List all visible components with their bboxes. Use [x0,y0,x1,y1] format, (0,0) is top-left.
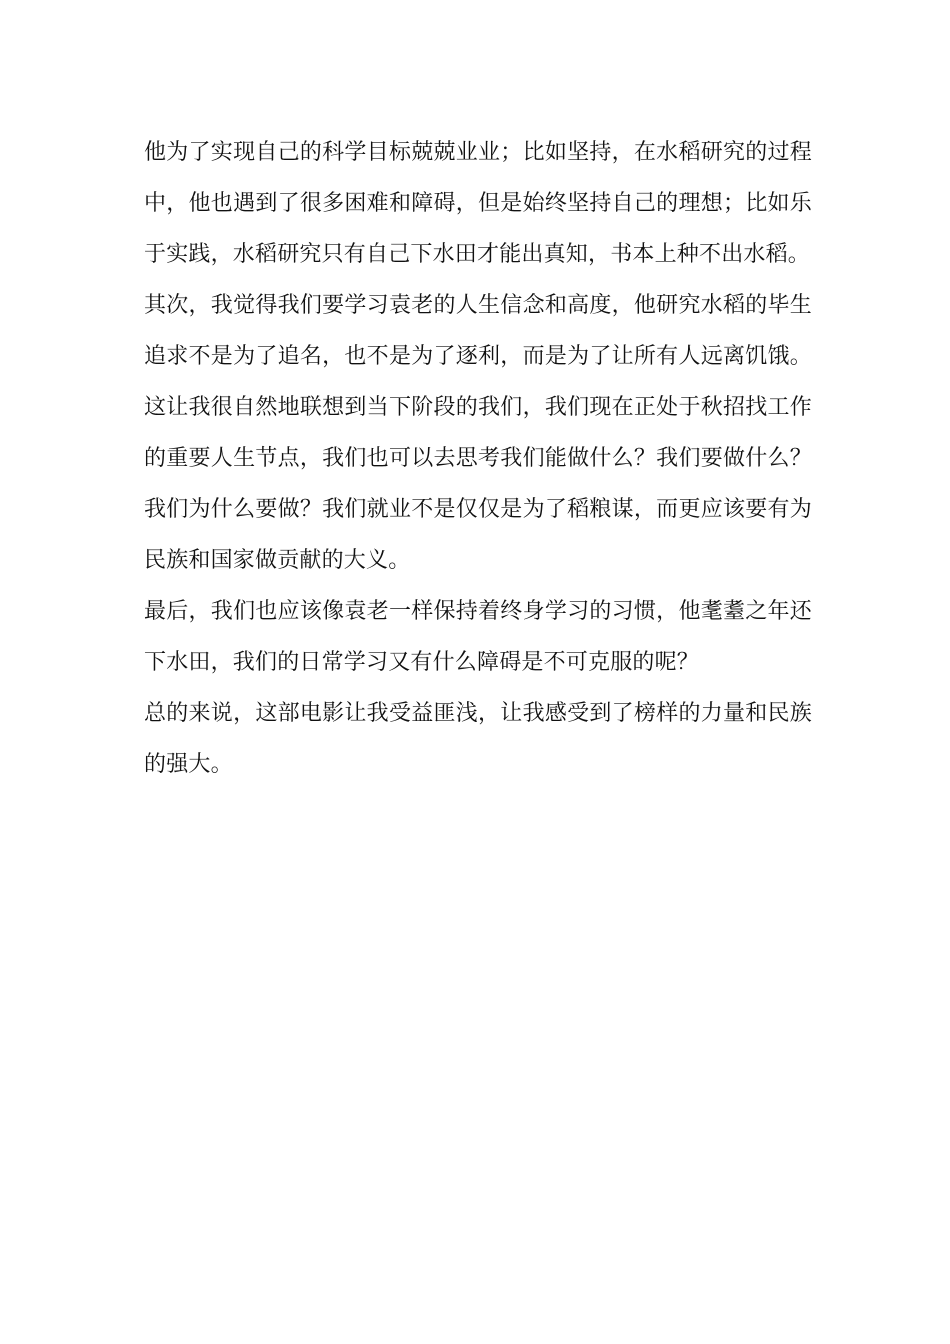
paragraph-3: 最后，我们也应该像袁老一样保持着终身学习的习惯，他耄耋之年还下水田，我们的日常学习又有什么障碍是不可克服的呢？ [144,599,812,675]
paragraph-1: 他为了实现自己的科学目标兢兢业业；比如坚持，在水稻研究的过程中，他也遇到了很多困难和障碍，但是始终坚持自己的理想；比如乐于实践，水稻研究只有自己下水田才能出真知，书本上种不出水稻。 [144,140,812,267]
document-body [144,127,812,790]
paragraph-4: 总的来说，这部电影让我受益匪浅，让我感受到了榜样的力量和民族的强大。 [144,701,812,777]
paragraph-2: 其次，我觉得我们要学习袁老的人生信念和高度，他研究水稻的毕生追求不是为了追名，也不是为了逐利，而是为了让所有人远离饥饿。这让我很自然地联想到当下阶段的我们，我们现在正处于秋招找工作的重要人生节点，我们也可以去思考我们能做什么？我们要做什么？我们为什么要做？我们就业不是仅仅是为了稻粮谋，而更应该要有为民族和国家做贡献的大义。 [144,293,812,573]
